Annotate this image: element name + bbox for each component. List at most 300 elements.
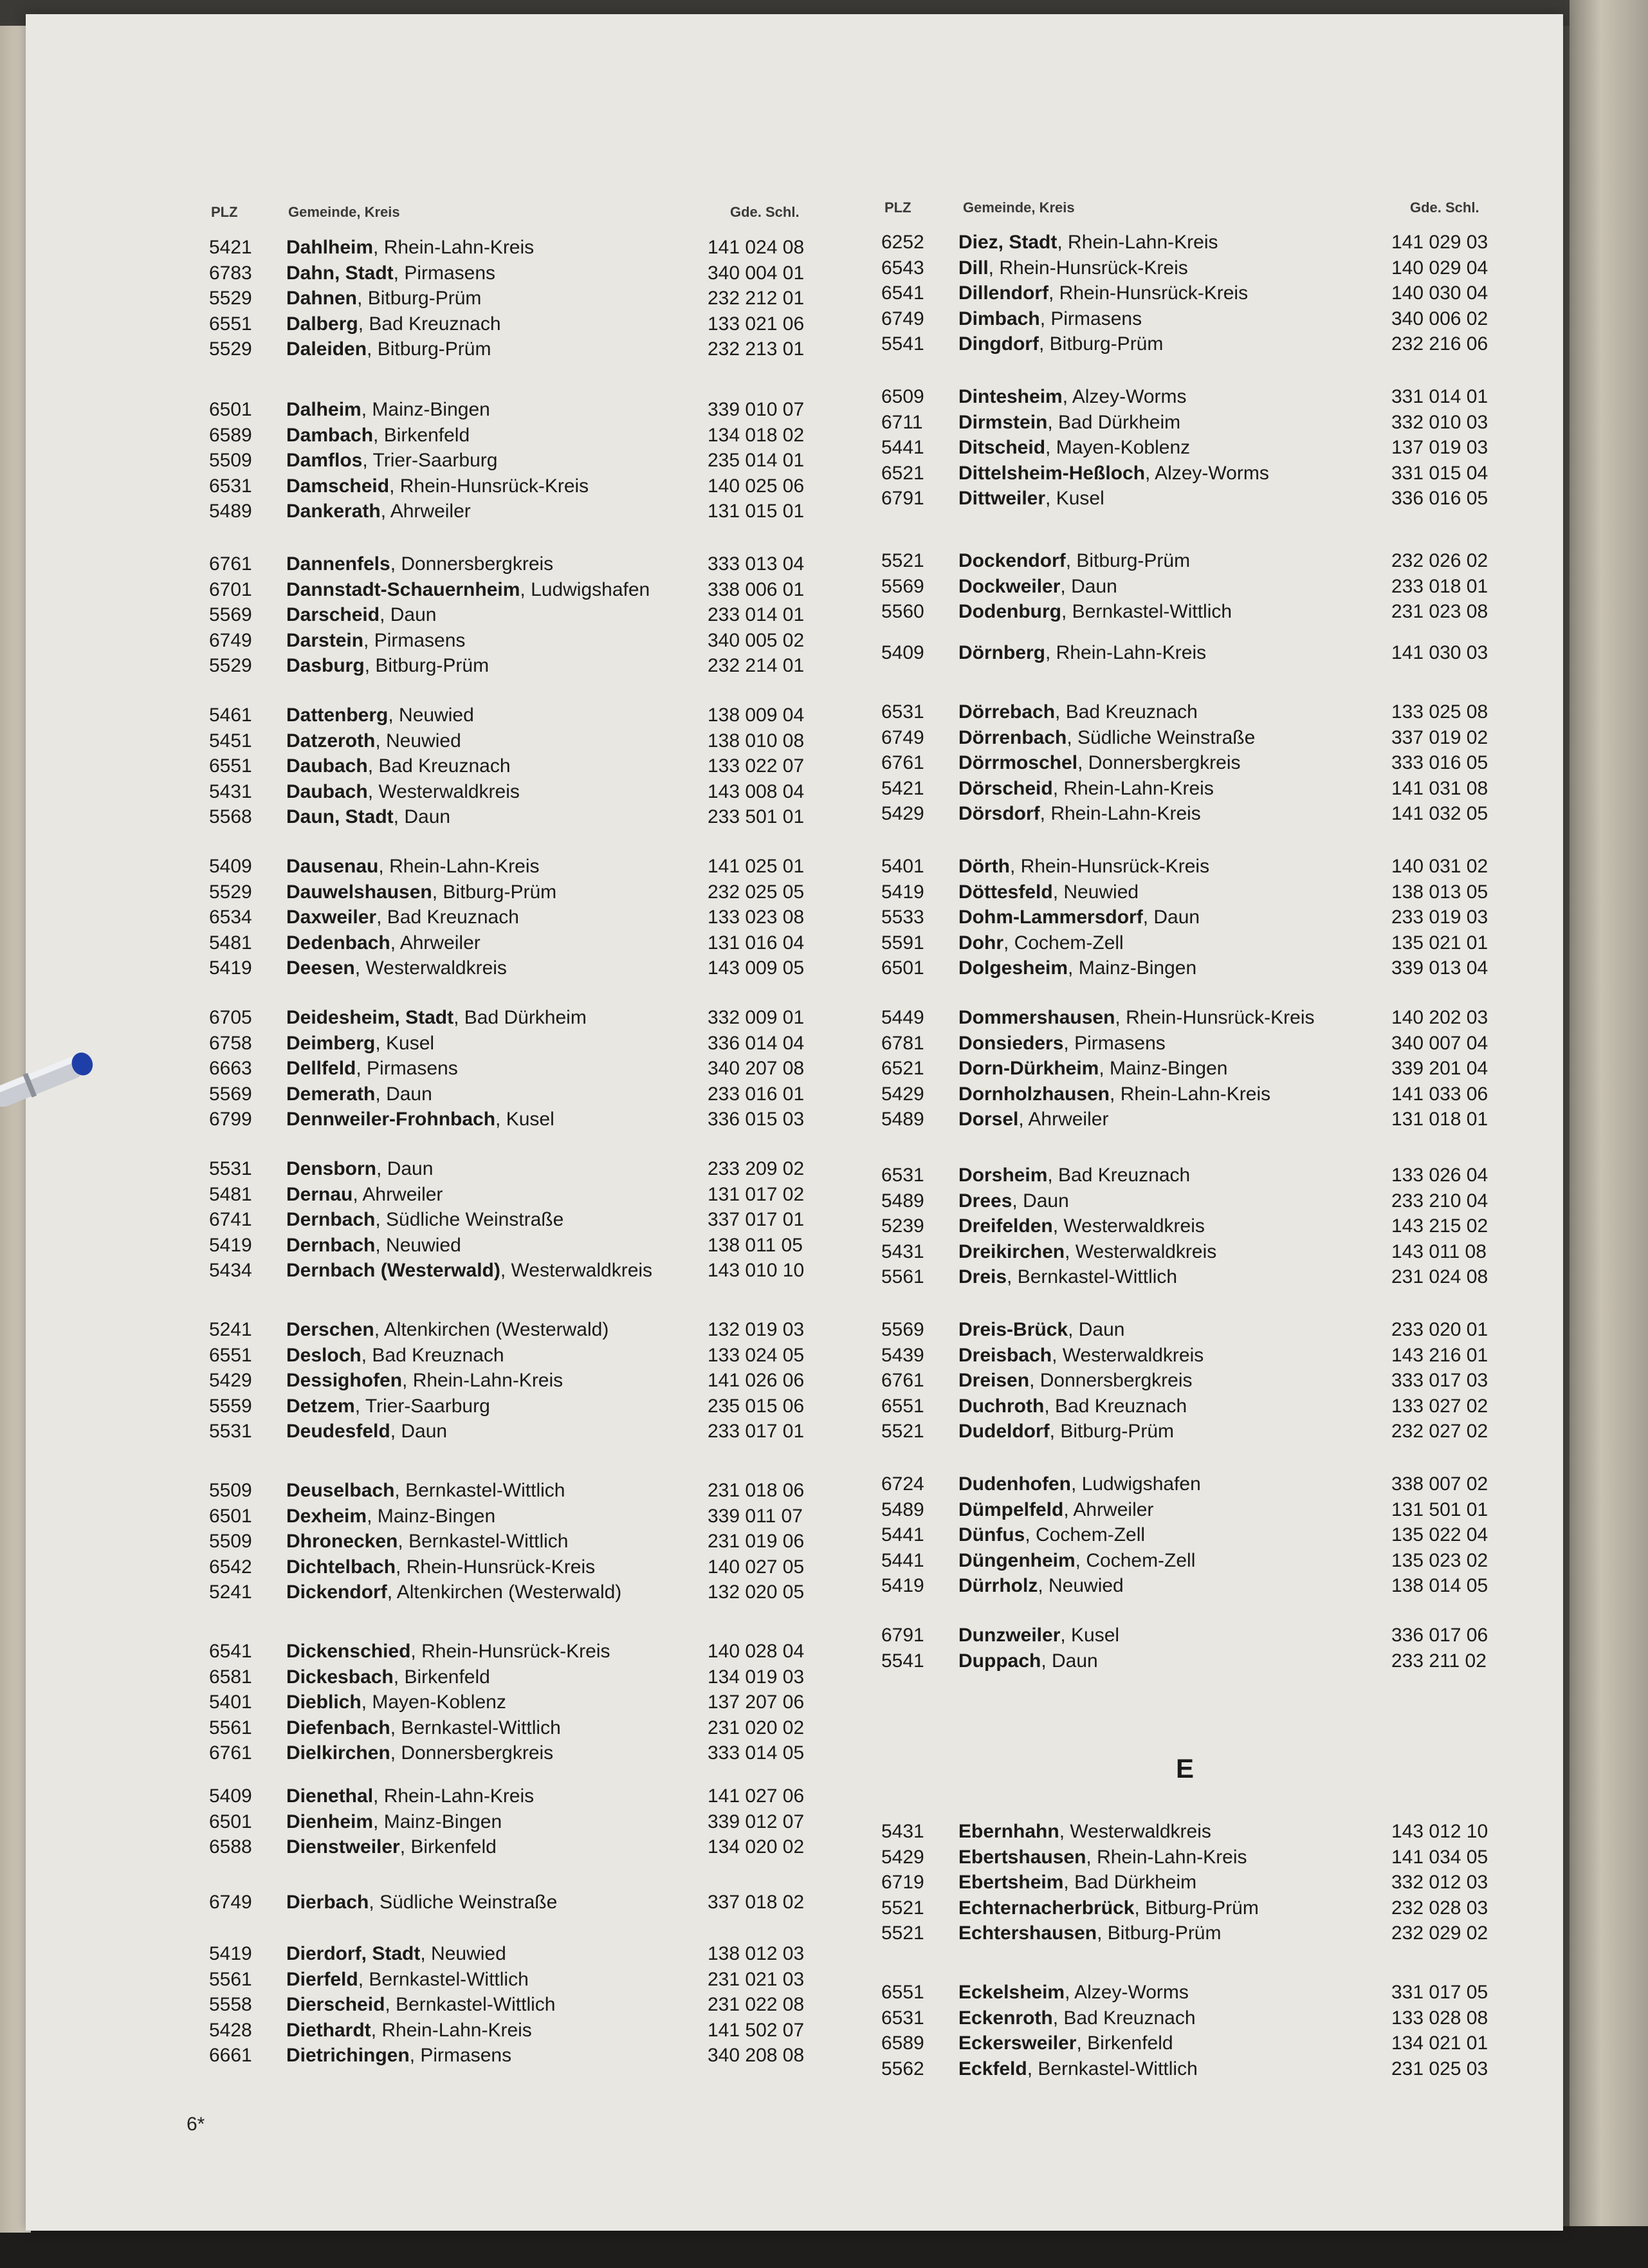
gemeinde-kreis: Dockendorf, Bitburg-Prüm bbox=[958, 550, 1191, 571]
gemeinde-name: Deidesheim, Stadt bbox=[286, 1007, 454, 1028]
kreis-name: Bad Kreuznach bbox=[369, 313, 501, 335]
gemeinde-name: Dreisen bbox=[958, 1370, 1030, 1391]
gemeinde-kreis: Dernbach, Neuwied bbox=[286, 1234, 461, 1256]
gemeinde-kreis: Dennweiler-Frohnbach, Kusel bbox=[286, 1109, 554, 1130]
gemeinde-schluessel: 233 014 01 bbox=[708, 604, 805, 625]
kreis-name: Neuwied bbox=[1063, 881, 1139, 903]
gemeinde-kreis: Drees, Daun bbox=[958, 1190, 1069, 1212]
gemeinde-schluessel: 140 202 03 bbox=[1391, 1007, 1488, 1028]
gemeinde-schluessel: 232 216 06 bbox=[1391, 333, 1488, 355]
gemeinde-name: Dörrenbach bbox=[958, 726, 1067, 748]
gemeinde-name: Ditscheid bbox=[958, 437, 1046, 458]
kreis-name: Bernkastel-Wittlich bbox=[1038, 2058, 1198, 2079]
header-plz-right: PLZ bbox=[884, 199, 911, 216]
kreis-name: Bernkastel-Wittlich bbox=[408, 1531, 569, 1552]
gemeinde-schluessel: 138 014 05 bbox=[1391, 1575, 1488, 1596]
gemeinde-schluessel: 143 010 10 bbox=[708, 1260, 805, 1281]
gemeinde-kreis: Dahnen, Bitburg-Prüm bbox=[286, 288, 482, 309]
kreis-name: Bitburg-Prüm bbox=[377, 338, 491, 360]
gemeinde-schluessel: 143 008 04 bbox=[708, 780, 805, 802]
plz-value: 6501 bbox=[209, 1505, 252, 1527]
gemeinde-schluessel: 233 210 04 bbox=[1391, 1190, 1488, 1212]
list-item bbox=[209, 1836, 852, 1862]
plz-value: 6749 bbox=[209, 1892, 252, 1913]
gemeinde-name: Dichtelbach bbox=[286, 1556, 396, 1578]
gemeinde-kreis: Dimbach, Pirmasens bbox=[958, 308, 1142, 329]
plz-value: 6781 bbox=[881, 1032, 924, 1054]
gemeinde-schluessel: 333 014 05 bbox=[708, 1742, 805, 1764]
plz-value: 5431 bbox=[209, 780, 252, 802]
plz-value: 6749 bbox=[209, 629, 252, 651]
kreis-name: Neuwied bbox=[386, 730, 461, 751]
plz-value: 5441 bbox=[881, 437, 924, 458]
gemeinde-name: Dambach bbox=[286, 424, 374, 446]
pen-icon bbox=[0, 1049, 96, 1107]
list-item bbox=[209, 2045, 852, 2070]
list-item bbox=[881, 1165, 1524, 1190]
gemeinde-schluessel: 232 027 02 bbox=[1391, 1421, 1488, 1442]
kreis-name: Bernkastel-Wittlich bbox=[405, 1480, 565, 1501]
gemeinde-schluessel: 339 201 04 bbox=[1391, 1058, 1488, 1079]
gemeinde-kreis: Dannenfels, Donnersbergkreis bbox=[286, 553, 554, 575]
gemeinde-schluessel: 339 011 07 bbox=[708, 1505, 803, 1527]
plz-value: 6541 bbox=[881, 282, 924, 304]
list-item bbox=[209, 907, 852, 932]
list-item bbox=[881, 601, 1524, 627]
kreis-name: Westerwaldkreis bbox=[1062, 1344, 1204, 1366]
gemeinde-schluessel: 338 006 01 bbox=[708, 578, 805, 600]
list-item bbox=[209, 1033, 852, 1058]
kreis-name: Ahrweiler bbox=[1028, 1109, 1109, 1130]
list-item bbox=[209, 1943, 852, 1969]
plz-value: 5239 bbox=[881, 1215, 924, 1237]
gemeinde-name: Dausenau bbox=[286, 856, 379, 877]
gemeinde-kreis: Dellfeld, Pirmasens bbox=[286, 1058, 458, 1079]
gemeinde-kreis: Donsieders, Pirmasens bbox=[958, 1032, 1166, 1054]
gemeinde-schluessel: 135 023 02 bbox=[1391, 1549, 1488, 1571]
kreis-name: Pirmasens bbox=[404, 262, 496, 284]
plz-value: 6783 bbox=[209, 262, 252, 284]
gemeinde-name: Desloch bbox=[286, 1344, 362, 1366]
gemeinde-kreis: Dickesbach, Birkenfeld bbox=[286, 1666, 490, 1688]
list-item bbox=[209, 1742, 852, 1768]
plz-value: 5489 bbox=[881, 1498, 924, 1520]
list-item bbox=[881, 550, 1524, 576]
gemeinde-kreis: Dienheim, Mainz-Bingen bbox=[286, 1811, 502, 1832]
gemeinde-name: Dreis bbox=[958, 1266, 1007, 1287]
plz-value: 6531 bbox=[881, 1165, 924, 1186]
gemeinde-kreis: Daun, Stadt, Daun bbox=[286, 806, 451, 827]
list-item bbox=[209, 1235, 852, 1260]
gemeinde-schluessel: 232 029 02 bbox=[1391, 1922, 1488, 1944]
kreis-name: Mainz-Bingen bbox=[383, 1811, 502, 1832]
gemeinde-schluessel: 331 015 04 bbox=[1391, 462, 1488, 484]
gemeinde-kreis: Dasburg, Bitburg-Prüm bbox=[286, 655, 490, 676]
gemeinde-kreis: Eckelsheim, Alzey-Worms bbox=[958, 1982, 1189, 2003]
gemeinde-schluessel: 141 029 03 bbox=[1391, 232, 1488, 253]
gemeinde-kreis: Damflos, Trier-Saarburg bbox=[286, 450, 498, 471]
plz-value: 5439 bbox=[881, 1344, 924, 1366]
gemeinde-schluessel: 138 009 04 bbox=[708, 705, 805, 726]
list-item bbox=[209, 1421, 852, 1446]
list-item bbox=[209, 1666, 852, 1692]
list-item bbox=[881, 333, 1524, 359]
gemeinde-schluessel: 231 022 08 bbox=[708, 1994, 805, 2015]
gemeinde-schluessel: 331 017 05 bbox=[1391, 1982, 1488, 2003]
kreis-name: Bernkastel-Wittlich bbox=[1017, 1266, 1178, 1287]
gemeinde-schluessel: 141 030 03 bbox=[1391, 642, 1488, 663]
gemeinde-name: Dreikirchen bbox=[958, 1240, 1065, 1262]
gemeinde-schluessel: 133 022 07 bbox=[708, 755, 805, 777]
gemeinde-schluessel: 231 024 08 bbox=[1391, 1266, 1488, 1287]
gemeinde-name: Dorsheim bbox=[958, 1165, 1048, 1186]
gemeinde-name: Dorn-Dürkheim bbox=[958, 1058, 1099, 1079]
plz-value: 5568 bbox=[209, 806, 252, 827]
gemeinde-name: Dirmstein bbox=[958, 411, 1048, 433]
gemeinde-name: Derschen bbox=[286, 1319, 374, 1340]
list-item bbox=[209, 1892, 852, 1917]
gemeinde-schluessel: 131 501 01 bbox=[1391, 1498, 1488, 1520]
list-item bbox=[881, 1897, 1524, 1923]
kreis-name: Kusel bbox=[506, 1109, 554, 1130]
plz-value: 5529 bbox=[209, 881, 252, 903]
kreis-name: Bad Dürkheim bbox=[1074, 1872, 1197, 1893]
gemeinde-name: Dümpelfeld bbox=[958, 1498, 1064, 1520]
gemeinde-schluessel: 140 028 04 bbox=[708, 1641, 805, 1662]
plz-value: 5419 bbox=[209, 957, 252, 979]
plz-value: 5241 bbox=[209, 1319, 252, 1340]
list-item bbox=[209, 553, 852, 579]
gemeinde-kreis: Dodenburg, Bernkastel-Wittlich bbox=[958, 601, 1232, 622]
list-item bbox=[209, 1785, 852, 1811]
gemeinde-name: Döttesfeld bbox=[958, 881, 1053, 903]
gemeinde-schluessel: 133 027 02 bbox=[1391, 1395, 1488, 1417]
gemeinde-name: Daleiden bbox=[286, 338, 367, 360]
kreis-name: Bernkastel-Wittlich bbox=[369, 1968, 529, 1990]
list-item bbox=[881, 1319, 1524, 1345]
gemeinde-schluessel: 141 027 06 bbox=[708, 1785, 805, 1807]
list-item bbox=[881, 727, 1524, 753]
gemeinde-schluessel: 340 208 08 bbox=[708, 2045, 805, 2066]
gemeinde-kreis: Detzem, Trier-Saarburg bbox=[286, 1395, 490, 1417]
gemeinde-name: Duppach bbox=[958, 1650, 1041, 1672]
gemeinde-name: Dudenhofen bbox=[958, 1473, 1071, 1495]
gemeinde-schluessel: 138 010 08 bbox=[708, 730, 805, 751]
list-item bbox=[209, 1260, 852, 1286]
plz-value: 5241 bbox=[209, 1581, 252, 1603]
kreis-name: Bitburg-Prüm bbox=[1076, 550, 1191, 571]
gemeinde-kreis: Dittelsheim-Heßloch, Alzey-Worms bbox=[958, 462, 1269, 484]
gemeinde-schluessel: 233 017 01 bbox=[708, 1421, 805, 1442]
gemeinde-schluessel: 336 016 05 bbox=[1391, 488, 1488, 509]
gemeinde-kreis: Ebernhahn, Westerwaldkreis bbox=[958, 1821, 1211, 1842]
gemeinde-schluessel: 233 016 01 bbox=[708, 1083, 805, 1105]
kreis-name: Kusel bbox=[386, 1032, 435, 1054]
gemeinde-kreis: Dauwelshausen, Bitburg-Prüm bbox=[286, 881, 557, 903]
plz-value: 6534 bbox=[209, 907, 252, 928]
gemeinde-kreis: Echternacherbrück, Bitburg-Prüm bbox=[958, 1897, 1259, 1919]
kreis-name: Ahrweiler bbox=[362, 1183, 443, 1205]
list-item bbox=[209, 237, 852, 263]
gemeinde-name: Dierscheid bbox=[286, 1994, 385, 2015]
list-item bbox=[209, 313, 852, 339]
plz-value: 6509 bbox=[881, 386, 924, 407]
plz-value: 5489 bbox=[881, 1109, 924, 1130]
gemeinde-name: Dalheim bbox=[286, 399, 362, 420]
gemeinde-schluessel: 131 017 02 bbox=[708, 1183, 805, 1205]
plz-value: 6551 bbox=[881, 1982, 924, 2003]
gemeinde-name: Eckfeld bbox=[958, 2058, 1027, 2079]
list-item bbox=[881, 1033, 1524, 1058]
gemeinde-kreis: Dierbach, Südliche Weinstraße bbox=[286, 1892, 558, 1913]
gemeinde-schluessel: 340 007 04 bbox=[1391, 1032, 1488, 1054]
gemeinde-name: Dhronecken bbox=[286, 1531, 398, 1552]
gemeinde-name: Diefenbach bbox=[286, 1717, 390, 1738]
header-schl-left: Gde. Schl. bbox=[730, 204, 800, 220]
plz-value: 5489 bbox=[209, 501, 252, 522]
gemeinde-schluessel: 339 012 07 bbox=[708, 1811, 805, 1832]
gemeinde-name: Dornholzhausen bbox=[958, 1083, 1110, 1105]
kreis-name: Rhein-Lahn-Kreis bbox=[1068, 232, 1218, 253]
gemeinde-name: Dreifelden bbox=[958, 1215, 1053, 1237]
gemeinde-name: Dielkirchen bbox=[286, 1742, 390, 1764]
gemeinde-name: Echternacherbrück bbox=[958, 1897, 1135, 1919]
plz-value: 5509 bbox=[209, 1531, 252, 1552]
gemeinde-name: Dörth bbox=[958, 856, 1010, 877]
gemeinde-schluessel: 141 033 06 bbox=[1391, 1083, 1488, 1105]
list-item bbox=[881, 1266, 1524, 1292]
gemeinde-kreis: Dingdorf, Bitburg-Prüm bbox=[958, 333, 1164, 355]
list-item bbox=[209, 1370, 852, 1396]
gemeinde-schluessel: 231 019 06 bbox=[708, 1531, 805, 1552]
gemeinde-kreis: Dörsdorf, Rhein-Lahn-Kreis bbox=[958, 803, 1201, 824]
kreis-name: Ludwigshafen bbox=[531, 578, 650, 600]
gemeinde-kreis: Dommershausen, Rhein-Hunsrück-Kreis bbox=[958, 1007, 1315, 1028]
plz-value: 6543 bbox=[881, 257, 924, 279]
plz-value: 6531 bbox=[881, 2007, 924, 2029]
list-item bbox=[209, 1319, 852, 1345]
list-item bbox=[209, 338, 852, 364]
gemeinde-schluessel: 231 023 08 bbox=[1391, 601, 1488, 622]
list-item bbox=[209, 1641, 852, 1666]
gemeinde-kreis: Dümpelfeld, Ahrweiler bbox=[958, 1498, 1154, 1520]
gemeinde-kreis: Duppach, Daun bbox=[958, 1650, 1098, 1672]
plz-value: 6588 bbox=[209, 1836, 252, 1858]
gemeinde-name: Dickenschied bbox=[286, 1641, 411, 1662]
list-item bbox=[881, 881, 1524, 907]
list-item bbox=[881, 308, 1524, 334]
gemeinde-kreis: Dürrholz, Neuwied bbox=[958, 1575, 1124, 1596]
kreis-name: Mainz-Bingen bbox=[1078, 957, 1197, 979]
list-item bbox=[881, 1370, 1524, 1396]
gemeinde-name: Dannenfels bbox=[286, 553, 390, 575]
kreis-name: Daun bbox=[1052, 1650, 1098, 1672]
gemeinde-kreis: Deimberg, Kusel bbox=[286, 1032, 435, 1054]
kreis-name: Trier-Saarburg bbox=[372, 450, 498, 471]
gemeinde-schluessel: 133 024 05 bbox=[708, 1344, 805, 1366]
gemeinde-name: Dimbach bbox=[958, 308, 1040, 329]
kreis-name: Daun bbox=[404, 806, 451, 827]
gemeinde-name: Dohm-Lammersdorf bbox=[958, 907, 1143, 928]
gemeinde-kreis: Deudesfeld, Daun bbox=[286, 1421, 448, 1442]
list-item bbox=[881, 437, 1524, 463]
gemeinde-name: Dellfeld bbox=[286, 1058, 356, 1079]
kreis-name: Bad Dürkheim bbox=[1058, 411, 1181, 433]
gemeinde-kreis: Dickenschied, Rhein-Hunsrück-Kreis bbox=[286, 1641, 610, 1662]
gemeinde-schluessel: 140 029 04 bbox=[1391, 257, 1488, 279]
section-letter: E bbox=[1176, 1753, 1195, 1784]
plz-value: 5521 bbox=[881, 1421, 924, 1442]
gemeinde-name: Eckelsheim bbox=[958, 1982, 1065, 2003]
plz-value: 5434 bbox=[209, 1260, 252, 1281]
plz-value: 5529 bbox=[209, 338, 252, 360]
list-item bbox=[881, 232, 1524, 257]
gemeinde-name: Dahnen bbox=[286, 288, 358, 309]
list-item bbox=[881, 1109, 1524, 1134]
gemeinde-kreis: Dolgesheim, Mainz-Bingen bbox=[958, 957, 1197, 979]
list-item bbox=[881, 1215, 1524, 1241]
list-item bbox=[881, 1650, 1524, 1676]
gemeinde-name: Dörscheid bbox=[958, 777, 1053, 799]
list-item bbox=[209, 1007, 852, 1033]
gemeinde-name: Datzeroth bbox=[286, 730, 376, 751]
list-item bbox=[209, 1480, 852, 1506]
kreis-name: Daun bbox=[386, 1083, 432, 1105]
list-item bbox=[209, 932, 852, 958]
gemeinde-schluessel: 232 025 05 bbox=[708, 881, 805, 903]
plz-value: 6761 bbox=[209, 553, 252, 575]
gemeinde-schluessel: 138 012 03 bbox=[708, 1943, 805, 1964]
list-item bbox=[881, 1922, 1524, 1948]
list-item bbox=[209, 1158, 852, 1184]
kreis-name: Rhein-Hunsrück-Kreis bbox=[399, 475, 589, 497]
kreis-name: Bitburg-Prüm bbox=[1107, 1922, 1222, 1944]
kreis-name: Donnersbergkreis bbox=[401, 1742, 554, 1764]
gemeinde-schluessel: 232 213 01 bbox=[708, 338, 805, 360]
page-number: 6* bbox=[187, 2114, 205, 2135]
kreis-name: Daun bbox=[390, 604, 437, 625]
gemeinde-name: Dahlheim bbox=[286, 237, 374, 258]
gemeinde-schluessel: 235 014 01 bbox=[708, 450, 805, 471]
gemeinde-kreis: Dörrenbach, Südliche Weinstraße bbox=[958, 726, 1256, 748]
gemeinde-schluessel: 137 019 03 bbox=[1391, 437, 1488, 458]
gemeinde-kreis: Ebertsheim, Bad Dürkheim bbox=[958, 1872, 1197, 1893]
gemeinde-name: Eckenroth bbox=[958, 2007, 1053, 2029]
list-item bbox=[881, 1241, 1524, 1267]
gemeinde-kreis: Dirmstein, Bad Dürkheim bbox=[958, 411, 1181, 433]
gemeinde-schluessel: 233 018 01 bbox=[1391, 575, 1488, 597]
gemeinde-kreis: Dittweiler, Kusel bbox=[958, 488, 1104, 509]
gemeinde-kreis: Dudeldorf, Bitburg-Prüm bbox=[958, 1421, 1175, 1442]
list-item bbox=[209, 450, 852, 475]
gemeinde-kreis: Dernau, Ahrweiler bbox=[286, 1183, 443, 1205]
kreis-name: Rhein-Hunsrück-Kreis bbox=[406, 1556, 596, 1578]
list-item bbox=[881, 856, 1524, 881]
gemeinde-name: Dohr bbox=[958, 932, 1003, 954]
gemeinde-kreis: Dreisen, Donnersbergkreis bbox=[958, 1370, 1193, 1391]
kreis-name: Bad Kreuznach bbox=[1065, 701, 1198, 723]
gemeinde-name: Dietrichingen bbox=[286, 2045, 410, 2066]
gemeinde-name: Echtershausen bbox=[958, 1922, 1097, 1944]
gemeinde-name: Dauwelshausen bbox=[286, 881, 432, 903]
list-item bbox=[209, 957, 852, 983]
plz-value: 5431 bbox=[881, 1821, 924, 1842]
kreis-name: Ahrweiler bbox=[399, 932, 481, 954]
plz-value: 6724 bbox=[881, 1473, 924, 1495]
gemeinde-schluessel: 135 022 04 bbox=[1391, 1524, 1488, 1545]
gemeinde-kreis: Dorsheim, Bad Kreuznach bbox=[958, 1165, 1191, 1186]
list-item bbox=[209, 881, 852, 907]
plz-value: 5421 bbox=[209, 237, 252, 258]
kreis-name: Daun bbox=[387, 1158, 434, 1179]
list-item bbox=[209, 1184, 852, 1210]
gemeinde-schluessel: 141 026 06 bbox=[708, 1370, 805, 1391]
gemeinde-kreis: Dahn, Stadt, Pirmasens bbox=[286, 262, 496, 284]
gemeinde-kreis: Dörrmoschel, Donnersbergkreis bbox=[958, 752, 1241, 773]
gemeinde-name: Dedenbach bbox=[286, 932, 390, 954]
gemeinde-schluessel: 332 009 01 bbox=[708, 1007, 805, 1028]
gemeinde-kreis: Dambach, Birkenfeld bbox=[286, 424, 470, 446]
gemeinde-name: Dittweiler bbox=[958, 488, 1046, 509]
kreis-name: Donnersbergkreis bbox=[401, 553, 554, 575]
gemeinde-kreis: Dörrebach, Bad Kreuznach bbox=[958, 701, 1198, 723]
gemeinde-name: Dockendorf bbox=[958, 550, 1066, 571]
kreis-name: Neuwied bbox=[1048, 1575, 1124, 1596]
gemeinde-name: Dienethal bbox=[286, 1785, 374, 1807]
gemeinde-schluessel: 340 006 02 bbox=[1391, 308, 1488, 329]
gemeinde-schluessel: 231 025 03 bbox=[1391, 2058, 1488, 2079]
gemeinde-schluessel: 133 025 08 bbox=[1391, 701, 1488, 723]
gemeinde-name: Dahn, Stadt bbox=[286, 262, 394, 284]
gemeinde-schluessel: 235 015 06 bbox=[708, 1395, 805, 1417]
plz-value: 5561 bbox=[881, 1266, 924, 1287]
gemeinde-schluessel: 333 017 03 bbox=[1391, 1370, 1488, 1391]
gemeinde-kreis: Dessighofen, Rhein-Lahn-Kreis bbox=[286, 1370, 563, 1391]
plz-value: 6719 bbox=[881, 1872, 924, 1893]
kreis-name: Daun bbox=[1078, 1319, 1125, 1340]
kreis-name: Ahrweiler bbox=[390, 501, 471, 522]
gemeinde-kreis: Dudenhofen, Ludwigshafen bbox=[958, 1473, 1201, 1495]
gemeinde-kreis: Dieblich, Mayen-Koblenz bbox=[286, 1692, 506, 1713]
gemeinde-schluessel: 231 021 03 bbox=[708, 1968, 805, 1990]
gemeinde-name: Dürrholz bbox=[958, 1575, 1038, 1596]
list-item bbox=[881, 1499, 1524, 1525]
plz-value: 6521 bbox=[881, 1058, 924, 1079]
list-item bbox=[209, 1692, 852, 1717]
gemeinde-name: Darscheid bbox=[286, 604, 380, 625]
gemeinde-name: Dickesbach bbox=[286, 1666, 394, 1688]
list-item bbox=[209, 1717, 852, 1743]
gemeinde-kreis: Dorsel, Ahrweiler bbox=[958, 1109, 1109, 1130]
plz-value: 5441 bbox=[881, 1549, 924, 1571]
gemeinde-kreis: Dausenau, Rhein-Lahn-Kreis bbox=[286, 856, 540, 877]
gemeinde-name: Dierfeld bbox=[286, 1968, 358, 1990]
plz-value: 6705 bbox=[209, 1007, 252, 1028]
gemeinde-schluessel: 337 019 02 bbox=[1391, 726, 1488, 748]
gemeinde-kreis: Dockweiler, Daun bbox=[958, 575, 1117, 597]
gemeinde-schluessel: 134 020 02 bbox=[708, 1836, 805, 1858]
plz-value: 6501 bbox=[209, 399, 252, 420]
kreis-name: Birkenfeld bbox=[1087, 2033, 1173, 2054]
gemeinde-schluessel: 132 019 03 bbox=[708, 1319, 805, 1340]
gemeinde-name: Dessighofen bbox=[286, 1370, 403, 1391]
gemeinde-kreis: Dunzweiler, Kusel bbox=[958, 1625, 1120, 1646]
gemeinde-name: Dockweiler bbox=[958, 575, 1061, 597]
kreis-name: Südliche Weinstraße bbox=[386, 1209, 564, 1230]
gemeinde-name: Daun, Stadt bbox=[286, 806, 394, 827]
gemeinde-name: Dunzweiler bbox=[958, 1625, 1061, 1646]
kreis-name: Pirmasens bbox=[1074, 1032, 1166, 1054]
